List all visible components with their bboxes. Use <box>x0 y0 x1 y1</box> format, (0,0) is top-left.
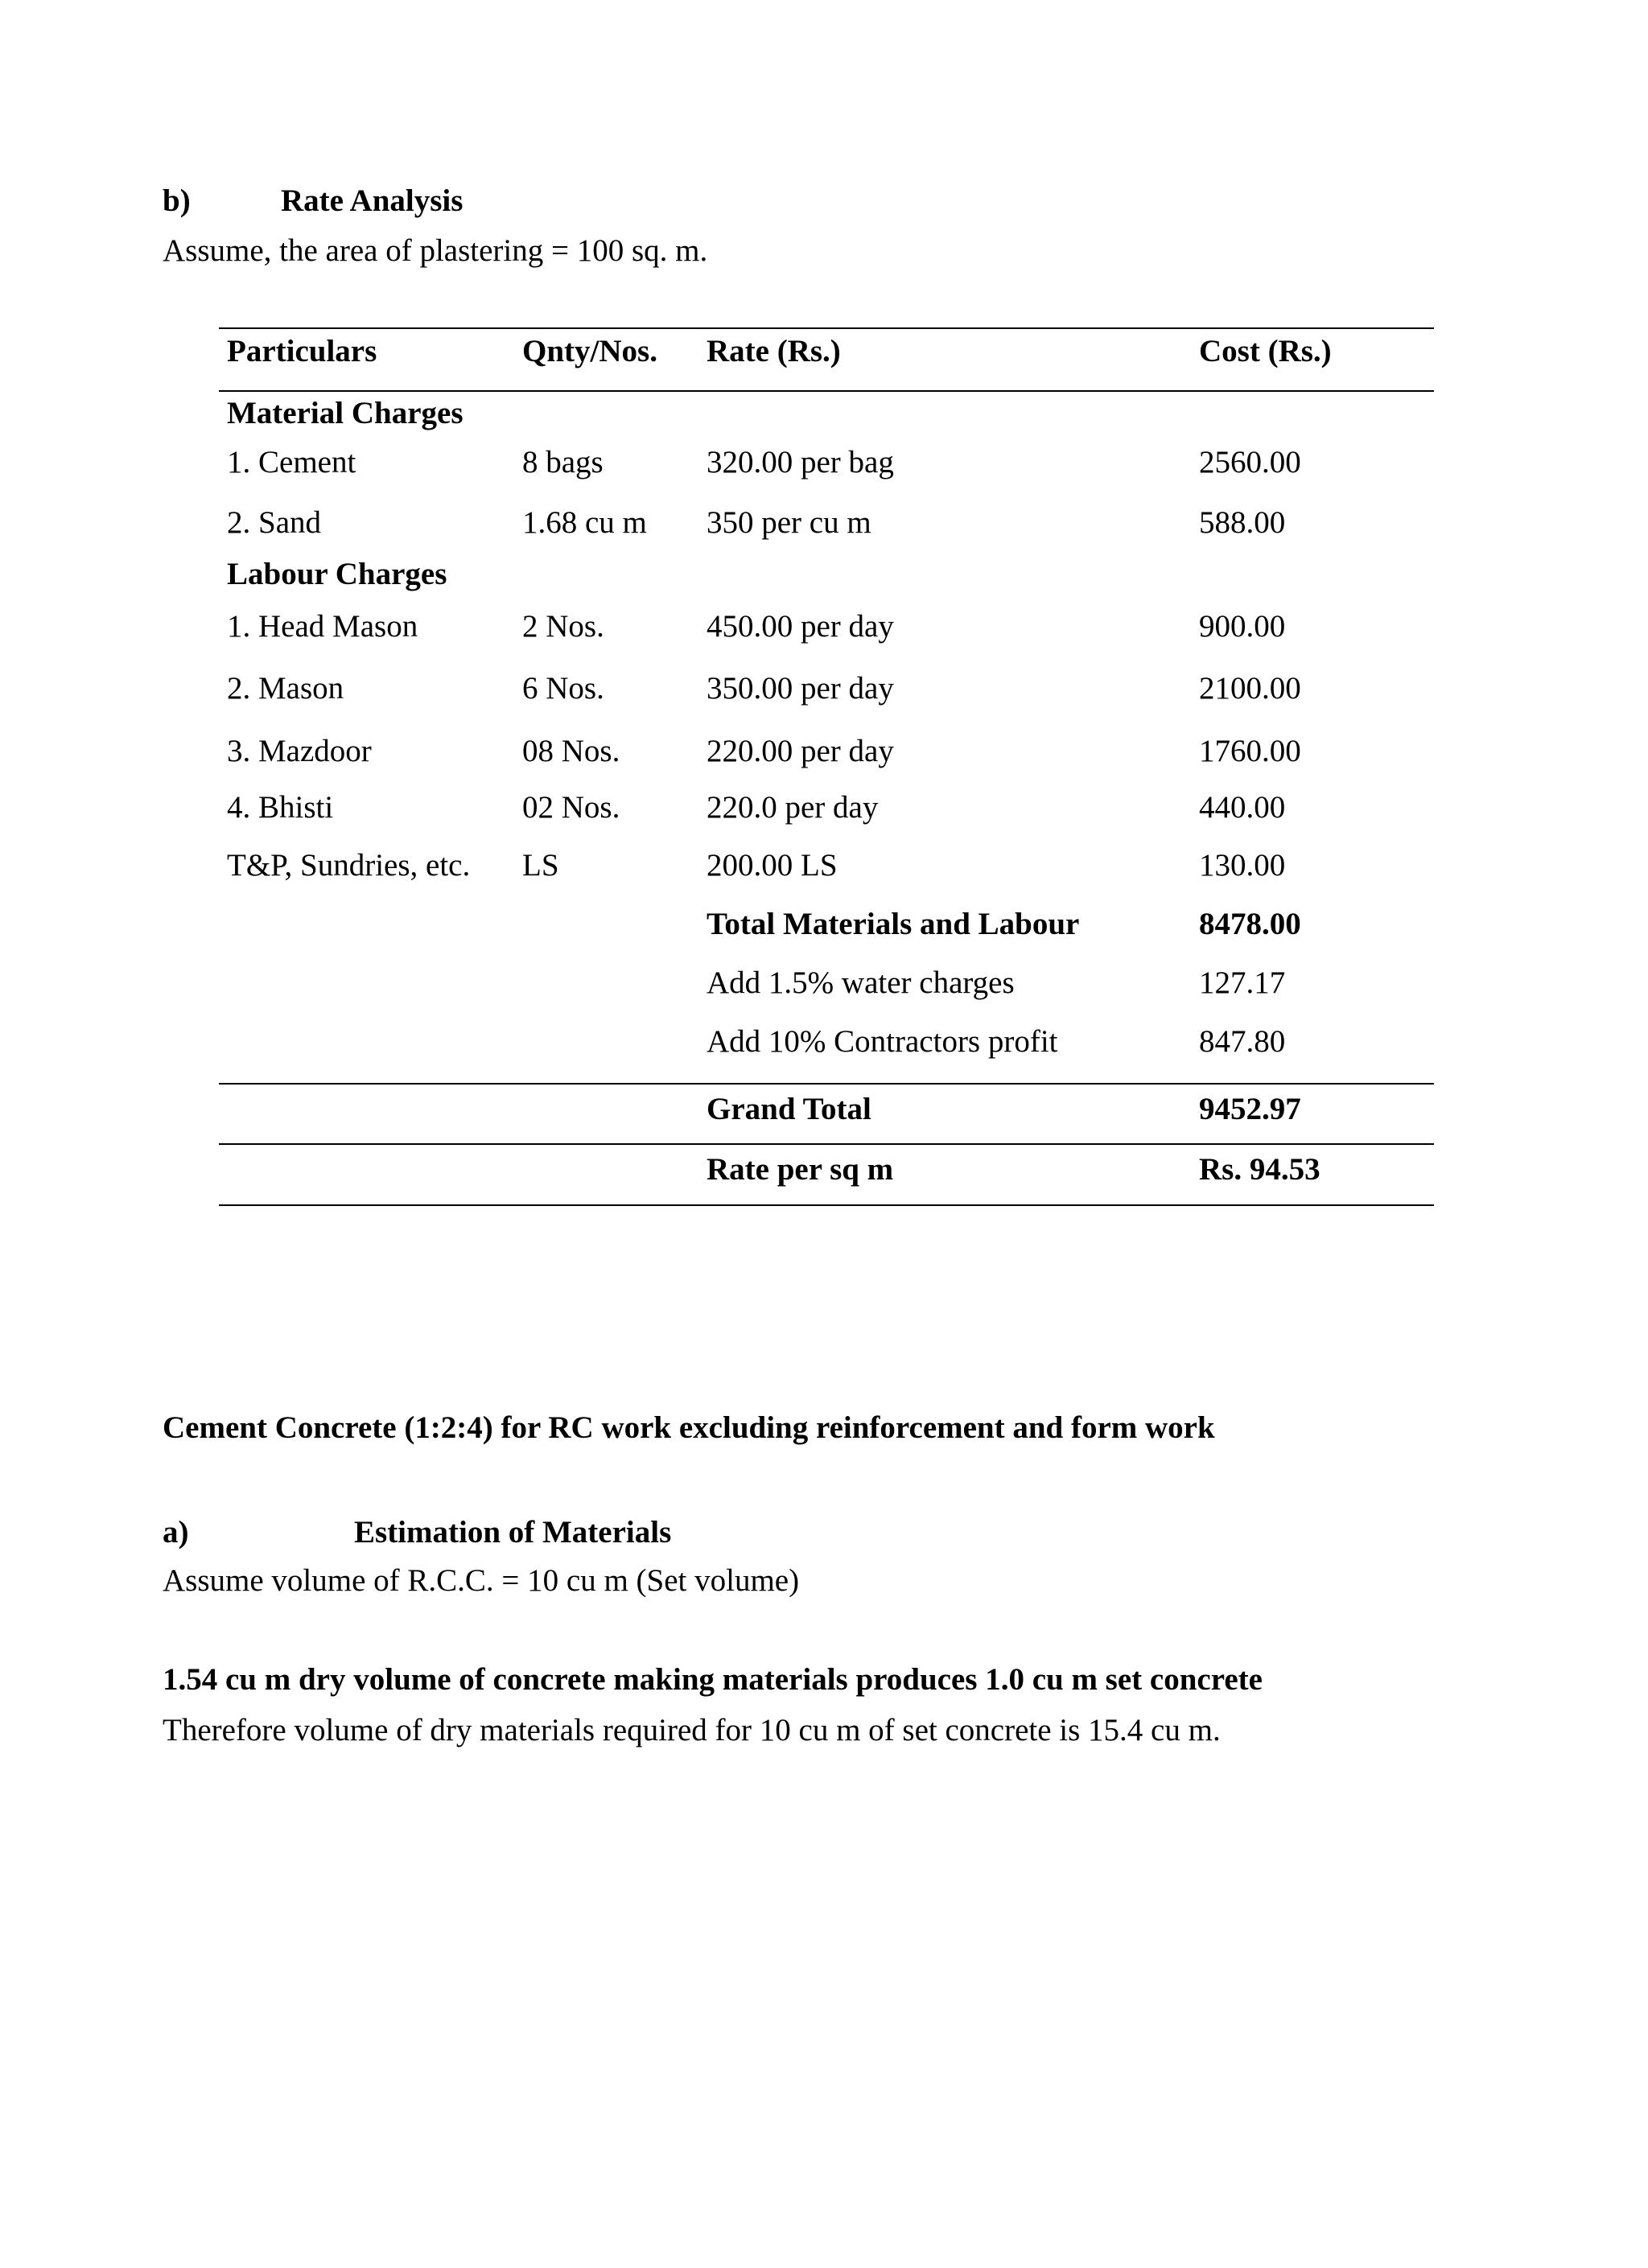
water-charges-value: 127.17 <box>1199 965 1286 1000</box>
grand-total-top-rule <box>219 1083 1434 1085</box>
row-cost: 900.00 <box>1199 609 1286 644</box>
row-cost: 2100.00 <box>1199 671 1301 706</box>
grand-total-value: 9452.97 <box>1199 1092 1301 1126</box>
row-particular: 3. Mazdoor <box>227 734 372 768</box>
assumption-plastering-area: Assume, the area of plastering = 100 sq. m. <box>163 233 708 268</box>
section-marker-a: a) <box>163 1515 189 1550</box>
row-particular: 1. Head Mason <box>227 609 418 644</box>
row-particular: T&P, Sundries, etc. <box>227 848 471 883</box>
row-qty: 6 Nos. <box>522 671 604 706</box>
row-qty: LS <box>522 848 559 883</box>
header-qty: Qnty/Nos. <box>522 334 657 368</box>
dry-volume-statement: 1.54 cu m dry volume of concrete making materials produces 1.0 cu m set concrete <box>163 1662 1263 1697</box>
section-title-estimation: Estimation of Materials <box>354 1515 672 1550</box>
row-rate: 350 per cu m <box>707 505 871 540</box>
rate-per-sqm-label: Rate per sq m <box>707 1152 894 1187</box>
header-cost: Cost (Rs.) <box>1199 334 1332 368</box>
table-bottom-rule <box>219 1204 1434 1206</box>
row-rate: 320.00 per bag <box>707 445 894 480</box>
row-cost: 130.00 <box>1199 848 1286 883</box>
header-rate: Rate (Rs.) <box>707 334 841 368</box>
row-qty: 1.68 cu m <box>522 505 647 540</box>
section-marker-b: b) <box>163 183 191 218</box>
row-cost: 588.00 <box>1199 505 1286 540</box>
row-rate: 450.00 per day <box>707 609 894 644</box>
contractor-profit-value: 847.80 <box>1199 1024 1286 1059</box>
cement-concrete-title: Cement Concrete (1:2:4) for RC work excluding reinforcement and form work <box>163 1410 1215 1445</box>
water-charges-label: Add 1.5% water charges <box>707 965 1015 1000</box>
row-rate: 220.00 per day <box>707 734 894 768</box>
row-cost: 2560.00 <box>1199 445 1301 480</box>
labour-charges-heading: Labour Charges <box>227 557 447 591</box>
rate-per-sqm-value: Rs. 94.53 <box>1199 1152 1320 1187</box>
material-charges-heading: Material Charges <box>227 396 464 430</box>
row-qty: 08 Nos. <box>522 734 620 768</box>
header-bottom-rule <box>219 390 1434 392</box>
assumption-rcc-volume: Assume volume of R.C.C. = 10 cu m (Set volume) <box>163 1563 800 1598</box>
total-materials-labour-label: Total Materials and Labour <box>707 907 1080 941</box>
row-qty: 8 bags <box>522 445 604 480</box>
row-particular: 4. Bhisti <box>227 790 334 825</box>
section-title-rate-analysis: Rate Analysis <box>281 183 464 218</box>
total-materials-labour-value: 8478.00 <box>1199 907 1301 941</box>
table-top-rule <box>219 327 1434 329</box>
row-rate: 350.00 per day <box>707 671 894 706</box>
contractor-profit-label: Add 10% Contractors profit <box>707 1024 1058 1059</box>
header-particulars: Particulars <box>227 334 377 368</box>
row-rate: 220.0 per day <box>707 790 879 825</box>
grand-total-label: Grand Total <box>707 1092 871 1126</box>
rate-per-sqm-top-rule <box>219 1143 1434 1145</box>
row-particular: 1. Cement <box>227 445 356 480</box>
row-cost: 440.00 <box>1199 790 1286 825</box>
row-qty: 02 Nos. <box>522 790 620 825</box>
row-cost: 1760.00 <box>1199 734 1301 768</box>
row-particular: 2. Sand <box>227 505 321 540</box>
therefore-statement: Therefore volume of dry materials required for 10 cu m of set concrete is 15.4 cu m. <box>163 1713 1221 1747</box>
row-particular: 2. Mason <box>227 671 344 706</box>
row-rate: 200.00 LS <box>707 848 838 883</box>
row-qty: 2 Nos. <box>522 609 604 644</box>
